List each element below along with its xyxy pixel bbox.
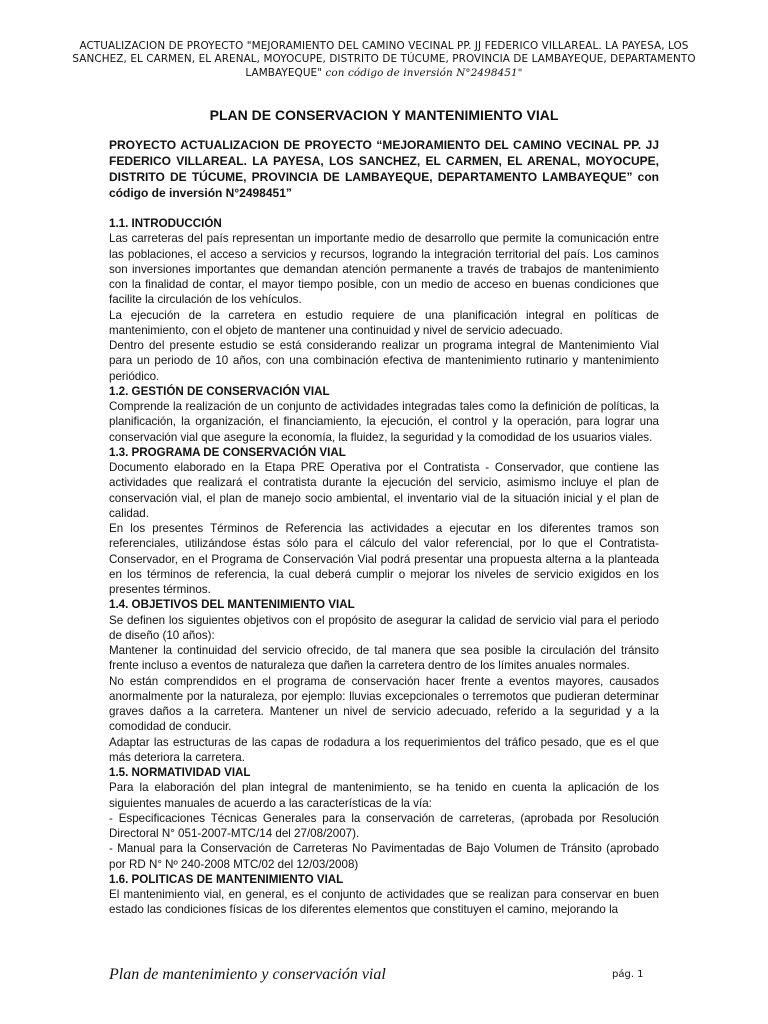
section-heading: 1.6. POLITICAS DE MANTENIMIENTO VIAL: [109, 872, 344, 886]
paragraph: Las carreteras del país representan un importante medio de desarrollo que permite la comunicación entre las poblaciones, el acceso a servicios y recursos, logrando la integración territorial del país. Los caminos son inversiones importantes que demandan atención permanente a través de trabajos de mantenimiento con la finalidad de contar, el mayor tiempo posible, con un medio de acceso en buenas condiciones que facilite la circulación de los vehículos.: [109, 232, 659, 307]
paragraph: Se definen los siguientes objetivos con el propósito de asegurar la calidad de servicio vial para el periodo de diseño (10 años):: [109, 613, 659, 642]
running-header: [60, 40, 708, 80]
paragraph: La ejecución de la carretera en estudio requiere de una planificación integral en políticas de mantenimiento, con el objeto de mantener una continuidad y nivel de servicio adecuado.: [109, 308, 659, 337]
paragraph: Mantener la continuidad del servicio ofrecido, de tal manera que sea posible la circulación del tránsito frente incluso a eventos de naturaleza que dañen la carretera dentro de los límites anuales normales.: [109, 644, 659, 673]
document-body: [109, 137, 659, 918]
paragraph: No están comprendidos en el programa de conservación hacer frente a eventos mayores, causados anormalmente por la naturaleza, por ejemplo: lluvias excepcionales o terremotos que pudieran determinar graves daños a la carretera. Mantener un nivel de servicio adecuado, referido a la seguridad y a la comodidad de conducir.: [109, 674, 659, 734]
footer-title: Plan de mantenimiento y conservación vial: [109, 966, 386, 983]
header-text: ACTUALIZACION DE PROYECTO "MEJORAMIENTO DEL CAMINO VECINAL PP. JJ FEDERICO VILLAREAL. LA PAYESA, LOS SANCHEZ, EL CARMEN, EL ARENAL, MOYOCUPE, DISTRITO DE TÚCUME, PROVINCIA DE LAMBAYEQUE, DEPARTAMENTO LAMBAYEQUE": [72, 40, 696, 79]
document-title: PLAN DE CONSERVACION Y MANTENIMIENTO VIAL: [209, 107, 559, 123]
page-number: pág. 1: [612, 969, 644, 980]
paragraph: Dentro del presente estudio se está considerando realizar un programa integral de Mantenimiento Vial para un periodo de 10 años, con una combinación efectiva de mantenimiento rutinario y mantenimiento periódico.: [109, 339, 659, 383]
section-heading: 1.1. INTRODUCCIÓN: [109, 217, 222, 230]
section-heading: 1.5. NORMATIVIDAD VIAL: [109, 766, 251, 779]
section-heading: 1.4. OBJETIVOS DEL MANTENIMIENTO VIAL: [109, 598, 355, 612]
section-heading: 1.2. GESTIÓN DE CONSERVACIÓN VIAL: [109, 384, 330, 398]
paragraph: Documento elaborado en la Etapa PRE Operativa por el Contratista - Conservador, que contiene las actividades que realizará el contratista durante la ejecución del servicio, asimismo incluye el plan de conservación vial, el plan de manejo socio ambiental, el inventario vial de la situación inicial y el plan de calidad.: [109, 461, 659, 520]
paragraph: - Especificaciones Técnicas Generales para la conservación de carreteras, (aprobada por Resolución Directoral N° 051-2007-MTC/14 del 27/08/2007).: [109, 811, 659, 840]
paragraph: Adaptar las estructuras de las capas de rodadura a los requerimientos del tráfico pesado, que es el que más deteriora la carretera.: [109, 735, 659, 764]
paragraph: En los presentes Términos de Referencia las actividades a ejecutar en los diferentes tramos son referenciales, utilizándose éstas sólo para el cálculo del valor referencial, por lo que el Contratista-Conservador, en el Programa de Conservación Vial podrá presentar una propuesta alterna a la planteada en los términos de referencia, la cual deberá cumplir o mejorar los niveles de servicio exigidos en los presentes términos.: [109, 522, 659, 596]
project-title: PROYECTO ACTUALIZACION DE PROYECTO “MEJORAMIENTO DEL CAMINO VECINAL PP. JJ FEDERICO VILLAREAL. LA PAYESA, LOS SANCHEZ, EL CARMEN, EL ARENAL, MOYOCUPE, DISTRITO DE TÚCUME, PROVINCIA DE LAMBAYEQUE, DEPARTAMENTO LAMBAYEQUE” con código de inversión N°2498451”: [109, 138, 659, 200]
paragraph: Comprende la realización de un conjunto de actividades integradas tales como la definición de políticas, la planificación, la organización, el financiamiento, la ejecución, el control y la operación, para lograr una conservación vial que asegure la economía, la fluidez, la seguridad y la comodidad de los usuarios viales.: [109, 400, 659, 444]
paragraph: El mantenimiento vial, en general, es el conjunto de actividades que se realizan para conservar en buen estado las condiciones físicas de los diferentes elementos que constituyen el camino, mejorando la: [109, 888, 659, 917]
paragraph: Para la elaboración del plan integral de mantenimiento, se ha tenido en cuenta la aplicación de los siguientes manuales de acuerdo a las características de la vía:: [109, 781, 659, 810]
header-investment-code: con código de inversión N°2498451": [322, 66, 523, 79]
section-heading: 1.3. PROGRAMA DE CONSERVACIÓN VIAL: [109, 445, 346, 459]
paragraph: - Manual para la Conservación de Carreteras No Pavimentadas de Bajo Volumen de Tránsito (aprobado por RD N° Nº 240-2008 MTC/02 del 12/03/2008): [109, 842, 659, 871]
